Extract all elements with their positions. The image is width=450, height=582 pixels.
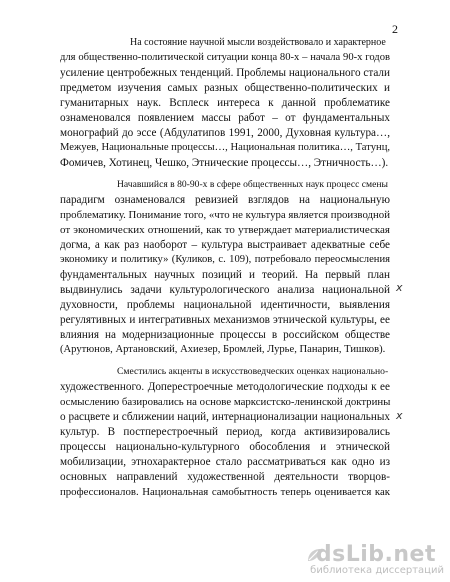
text-line: На состояние научной мысли воздействовало и характерное [130,37,386,48]
text-line: профессионалов. Национальная самобытность теперь оценивается как [60,486,390,498]
text-line: Межуев, Национальные процессы…, Национальная политика…, Татунц, [60,142,391,153]
text-line: парадигм ознаменовался ревизией взглядов на национальную [60,194,390,206]
margin-annotation: x [396,281,403,294]
text-line: монографий до эссе (Абдулатипов 1991, 2000, Духовная культура…, [60,127,390,139]
text-line: для общественно-политической ситуации конца 80-х – начала 90-х годов [60,52,390,63]
text-line: духовности, проблемы национальной идентичности, выявления [60,299,390,311]
text-line: регулятивных и интегративных механизмов этнической культуры, ее [60,314,390,326]
text-line: осмыслению базировались на основе марксистско-ленинской доктрины [60,396,391,408]
text-line: фундаментальных научных позиций и теорий. На первый план [60,269,390,281]
text-line: Сместились акценты в искусствоведческих оценках национально- [117,366,389,377]
text-line: усиление центробежных тенденций. Проблемы национального стали [60,67,390,79]
text-line: ознаменовался появлением массы работ – от фундаментальных [60,112,390,124]
text-line: проблематику. Понимание того, «что не культура является производной [60,209,390,221]
text-line: выдвинулись задачи культурологического анализа национальной [60,284,390,296]
text-line: догма, а как раз наоборот – культура выстраивает адекватные себе [60,239,390,251]
text-line: экономику и политику» (Куликов, с. 109), потребовало переосмысления [60,254,390,265]
margin-annotation: x [396,409,403,422]
watermark [306,541,444,577]
text-line: Начавшийся в 80-90-х в сфере общественных наук процесс смены [117,179,388,190]
text-line: от экономических отношений, как то утверждает материалистическая [60,224,390,236]
text-line: художественного. Доперестроечные методологические подходы к ее [60,381,390,393]
text-line: культур. В постперестроечный период, когда активизировались [60,426,390,438]
text-line: основных направлений художественной деятельности творцов- [60,471,390,483]
text-line: (Арутюнов, Артановский, Ахиезер, Бромлей, Лурье, Панарин, Тишков). [60,344,386,355]
watermark-site: dsLib.net [315,542,436,567]
text-line: процессы национально-культурного обособления и этнической [60,441,390,453]
text-line: гуманитарных наук. Всплеск интереса к данной проблематике [60,97,390,109]
text-line: мобилизации, этнохарактерное стало рассматриваться как одно из [60,456,390,468]
text-line: Фомичев, Хотинец, Чешко, Этнические процессы…, Этничность…). [60,157,389,169]
watermark-caption: библиотека диссертаций [310,565,444,576]
text-line: влияния на модернизационные процессы в российском обществе [60,329,390,341]
text-line: о расцвете и сближении наций, интернационализации национальных [60,411,390,423]
page-number: 2 [392,22,398,36]
text-line: предметом изучения самых разных общественно-политических и [60,82,390,94]
